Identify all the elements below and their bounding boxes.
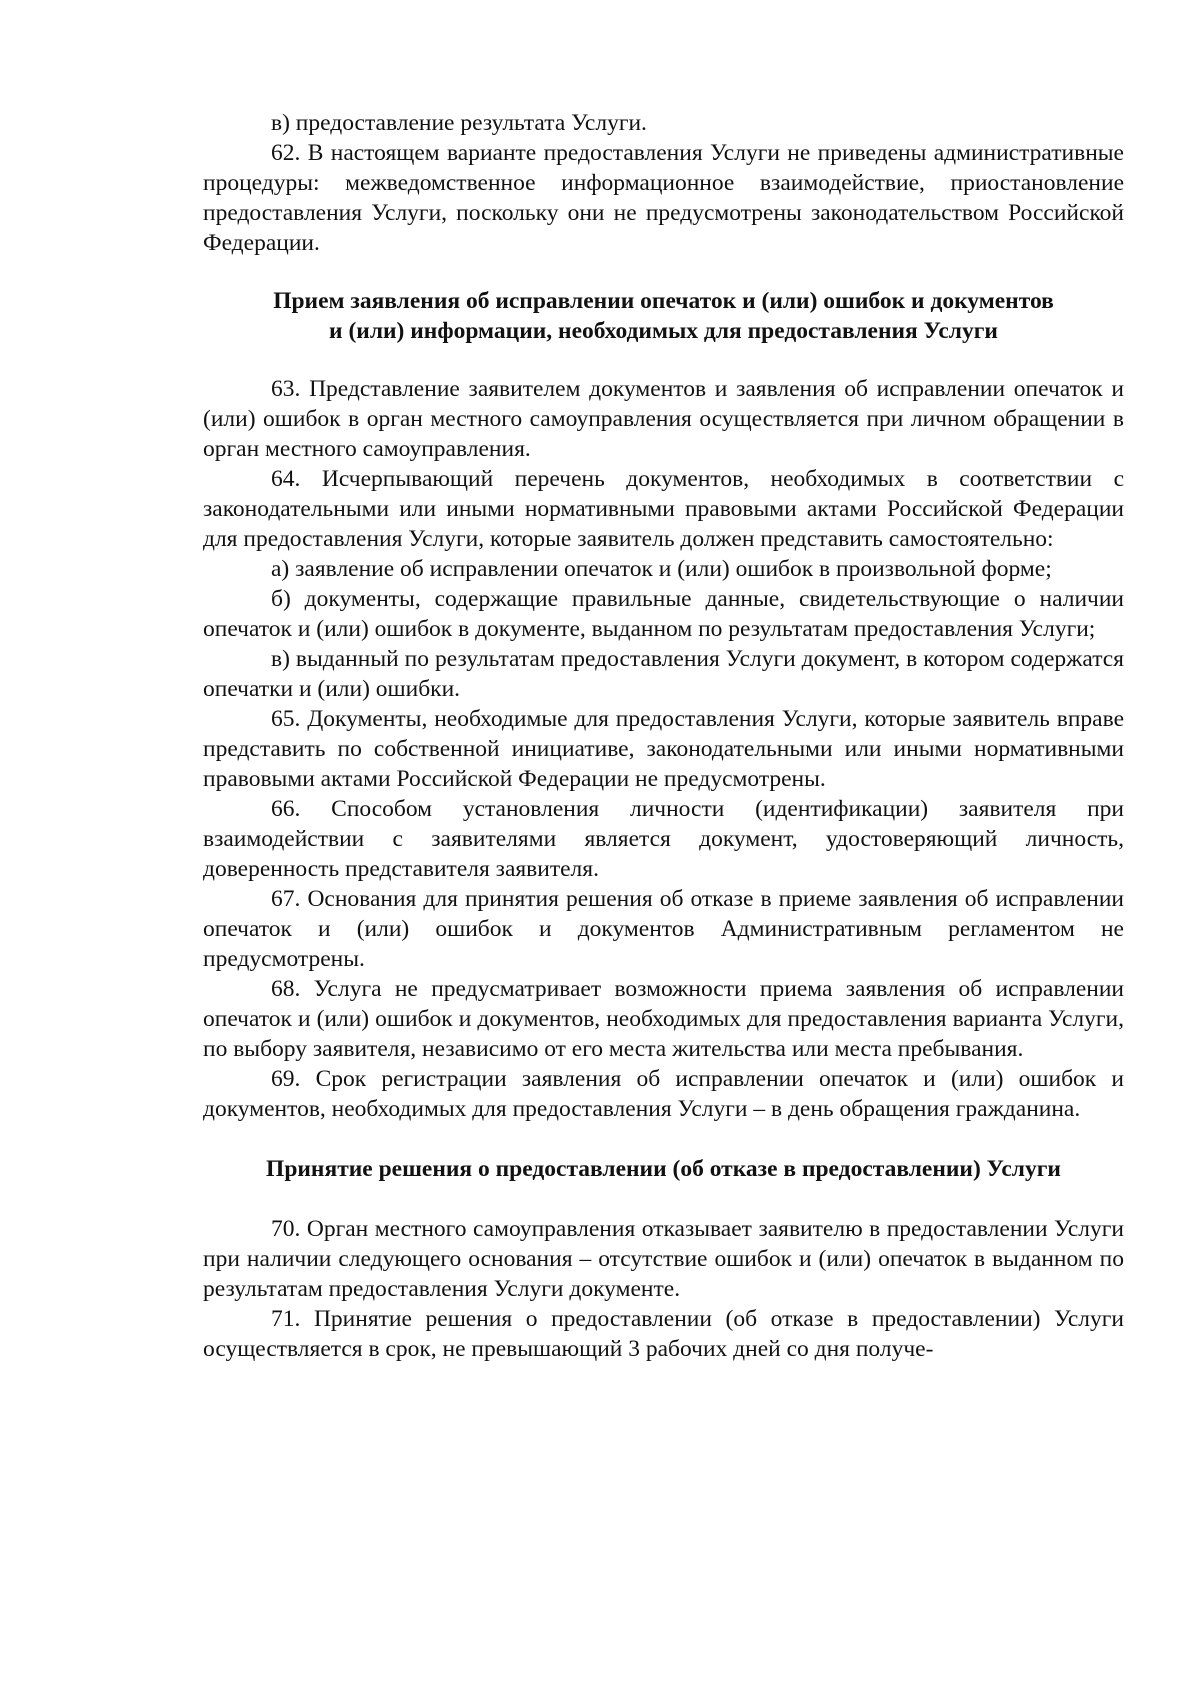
- paragraph-66: 66. Способом установления личности (идентификации) заявителя при взаимодействии с заявителями является документ, удостоверяющий личность, доверенность представителя заявителя.: [203, 796, 1124, 882]
- heading-line: Прием заявления об исправлении опечаток и (или) ошибок и документов: [273, 288, 1054, 314]
- document-page: [203, 108, 1124, 1364]
- paragraph-70: 70. Орган местного самоуправления отказывает заявителю в предоставлении Услуги при наличии следующего основания – отсутствие ошибок и (или) опечаток в выданном по результатам предоставления Услуги документе.: [203, 1216, 1124, 1302]
- paragraph-68: 68. Услуга не предусматривает возможности приема заявления об исправлении опечаток и (или) ошибок и документов, необходимых для предоставления варианта Услуги, по выбору заявителя, независимо от его места жительства или места пребывания.: [203, 976, 1124, 1062]
- paragraph-71: 71. Принятие решения о предоставлении (об отказе в предоставлении) Услуги осуществляется в срок, не превышающий 3 рабочих дней со дня получе-: [203, 1306, 1124, 1362]
- list-item-v: в) выданный по результатам предоставления Услуги документ, в котором содержатся опечатки и (или) ошибки.: [203, 646, 1124, 702]
- paragraph-64: 64. Исчерпывающий перечень документов, необходимых в соответствии с законодательными или иными нормативными правовыми актами Российской Федерации для предоставления Услуги, которые заявитель должен представить самостоятельно:: [203, 466, 1124, 552]
- paragraph-63: 63. Представление заявителем документов и заявления об исправлении опечаток и (или) ошибок в орган местного самоуправления осуществляется при личном обращении в орган местного самоуправления.: [203, 376, 1124, 462]
- paragraph-62: 62. В настоящем варианте предоставления Услуги не приведены административные процедуры: межведомственное информационное взаимодействие, приостановление предоставления Услуги, поскольку они не предусмотрены законодательством Российской Федерации.: [203, 140, 1124, 256]
- section-heading-decision: Принятие решения о предоставлении (об отказе в предоставлении) Услуги: [266, 1156, 1061, 1182]
- list-item-b: б) документы, содержащие правильные данные, свидетельствующие о наличии опечаток и (или) ошибок в документе, выданном по результатам предоставления Услуги;: [203, 586, 1124, 642]
- section-heading-application-reception: [203, 286, 1124, 346]
- paragraph-service-result: в) предоставление результата Услуги.: [271, 110, 647, 136]
- paragraph-65: 65. Документы, необходимые для предоставления Услуги, которые заявитель вправе представить по собственной инициативе, законодательными или иными нормативными правовыми актами Российской Федерации не предусмотрены.: [203, 706, 1124, 792]
- heading-line: и (или) информации, необходимых для предоставления Услуги: [329, 318, 998, 344]
- paragraph-69: 69. Срок регистрации заявления об исправлении опечаток и (или) ошибок и документов, необходимых для предоставления Услуги – в день обращения гражданина.: [203, 1066, 1124, 1122]
- list-item-a: а) заявление об исправлении опечаток и (или) ошибок в произвольной форме;: [271, 556, 1052, 582]
- paragraph-67: 67. Основания для принятия решения об отказе в приеме заявления об исправлении опечаток и (или) ошибок и документов Административным регламентом не предусмотрены.: [203, 886, 1124, 972]
